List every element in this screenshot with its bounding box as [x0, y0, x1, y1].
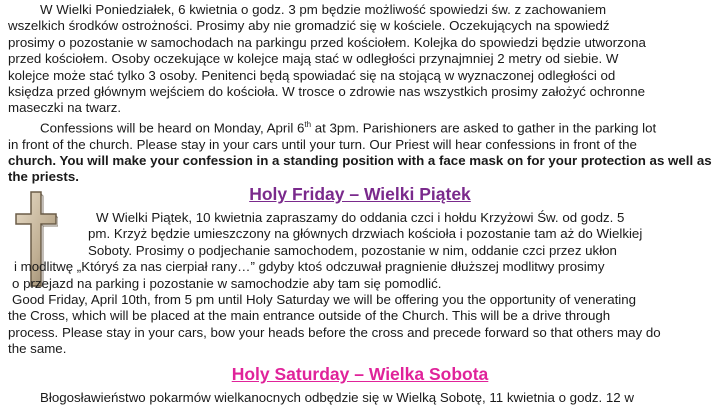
hf-english-line-2: the Cross, which will be placed at the main entrance outside of the Church. This will be a drive through — [8, 308, 611, 324]
confession-english-text: Confessions will be heard on Monday, April 6 — [40, 120, 305, 136]
holy-friday-polish — [8, 210, 714, 358]
hf-english-line-1: Good Friday, April 10th, from 5 pm until Holy Saturday we will be offering you the opportunity of venerating — [12, 292, 637, 308]
confession-polish-line-5: kolejce może stać tylko 3 osoby. Penitenci będą spowiadać się na stojącą w wyznaczonej odległości od — [8, 67, 616, 83]
confession-english-bold-line-1: church. You will make your confession in a standing position with a face mask on for your protection as well as — [8, 153, 712, 169]
confession-english-bold-line-2: the priests. — [8, 169, 79, 185]
hf-polish-line-2: pm. Krzyż będzie umieszczony na głównych drzwiach kościoła i pozostanie tam aż do Wielkiej — [88, 226, 643, 242]
confession-polish-line-3: prosimy o pozostanie w samochodach na parkingu przed kościołem. Kolejka do spowiedzi będzie utworzona — [8, 34, 646, 50]
hf-polish-line-4: i modlitwę „Któryś za nas cierpiał rany…” gdyby ktoś odczuwał pragnienie dłuższej modlitwy prosimy — [14, 259, 605, 275]
hs-partial-line: Błogosławieństwo pokarmów wielkanocnych odbędzie się w Wielką Sobotę, 11 kwietnia o godz. 12 w — [40, 390, 634, 405]
confession-polish-line-7: maseczki na twarz. — [8, 100, 122, 116]
confession-section — [8, 2, 714, 186]
holy-saturday-heading: Holy Saturday – Wielka Sobota — [231, 364, 489, 384]
hf-english-line-4: the same. — [8, 341, 67, 357]
confession-polish-line-2: wszelkich środków ostrożności. Prosimy aby nie gromadzić się w kościele. Oczekujących na spowiedź — [8, 18, 610, 34]
confession-polish-line-6: księdza przed głównym wejściem do kościoła. W trosce o zdrowie nas wszystkich prosimy założyć ochronne — [8, 84, 646, 100]
confession-polish-line-1: W Wielki Poniedziałek, 6 kwietnia o godz. 3 pm będzie możliwość spowiedzi św. z zachowaniem — [40, 2, 607, 17]
hf-polish-line-3: Soboty. Prosimy o podjechanie samochodem, pozostanie w nim, oddanie czci przez ukłon — [88, 242, 617, 258]
confession-english-line-1 — [8, 117, 714, 137]
hf-english-line-3: process. Please stay in your cars, bow your heads before the cross and precede forward so that others may do — [8, 324, 661, 340]
holy-saturday-text — [8, 390, 714, 406]
hf-polish-line-1: W Wielki Piątek, 10 kwietnia zapraszamy do oddania czci i hołdu Krzyżowi Św. od godz. 5 — [96, 210, 625, 225]
confession-english-line-2: in front of the church. Please stay in your cars until your turn. Our Priest will hear confessions in front of the — [8, 136, 637, 152]
confession-polish-line-4: przed kościołem. Osoby oczekujące w kolejce mają stać w odległości przynajmniej 2 metry od siebie. W — [8, 51, 619, 67]
hf-polish-line-5: o przejazd na parking i pozostanie w samochodzie aby tam się pomodlić. — [12, 275, 442, 291]
confession-english-text-cont: at 3pm. Parishioners are asked to gather in the parking lot — [311, 120, 657, 136]
holy-friday-heading: Holy Friday – Wielki Piątek — [249, 184, 471, 204]
date-suffix: th — [304, 119, 312, 129]
